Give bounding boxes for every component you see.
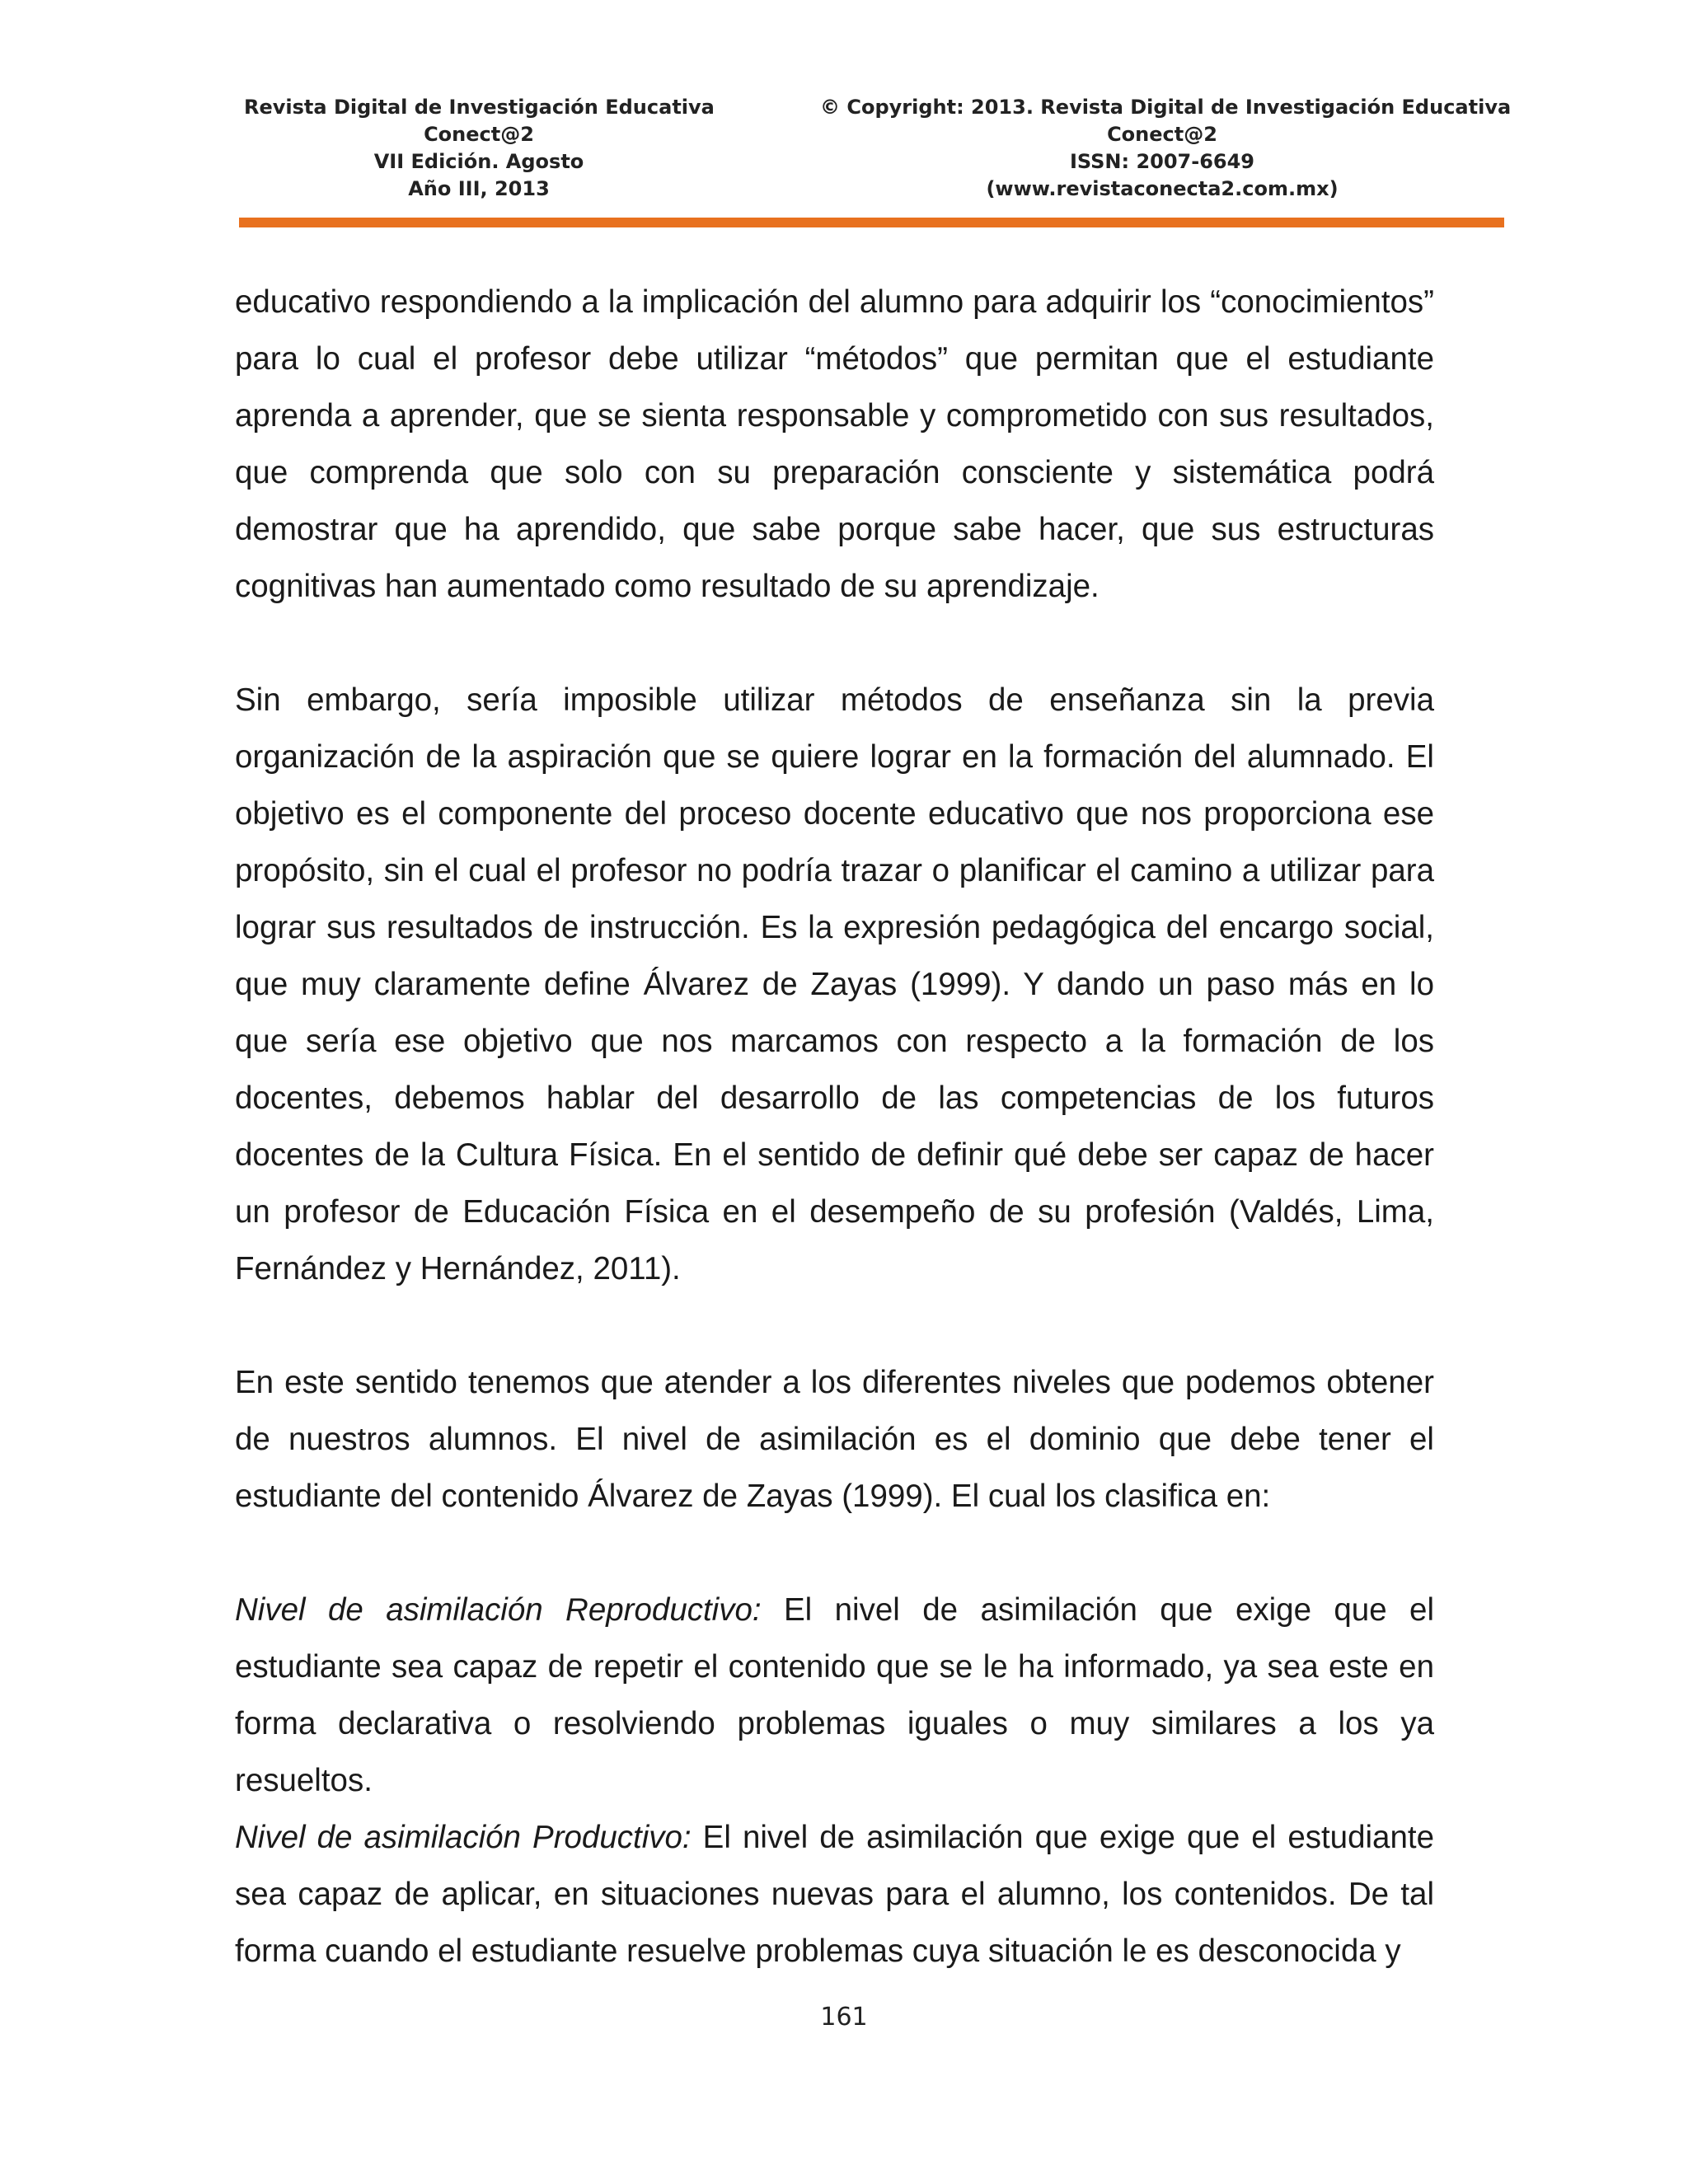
page-number: 161	[820, 2003, 868, 2032]
reproductive-level-definition: El nivel de asimilación que exige que el estudiante sea capaz de repetir el contenido que se le ha informado, ya sea este en forma declarativa o resolviendo problemas iguales o muy similares a los ya resueltos.	[235, 1592, 1434, 1798]
header-divider	[239, 218, 1504, 227]
journal-header-left	[244, 94, 714, 203]
paragraph-3: En este sentido tenemos que atender a los diferentes niveles que podemos obtener de nuestros alumnos. El nivel de asimilación es el dominio que debe tener el estudiante del contenido Álvarez de Zayas (1999). El cual los clasifica en:	[235, 1365, 1434, 1514]
productive-level-term: Nivel de asimilación Productivo:	[235, 1820, 692, 1855]
copyright-line: © Copyright: 2013. Revista Digital de Investigación Educativa	[820, 96, 1512, 119]
journal-header-right	[820, 94, 1512, 203]
year-line: Año III, 2013	[408, 177, 550, 200]
edition-line: VII Edición. Agosto	[373, 150, 584, 173]
website-line: (www.revistaconecta2.com.mx)	[986, 177, 1339, 200]
productive-level-definition: El nivel de asimilación que exige que el estudiante sea capaz de aplicar, en situaciones nuevas para el alumno, los contenidos. De tal forma cuando el estudiante resuelve problemas cuya situación le es desconocida y	[235, 1820, 1434, 1969]
journal-name-line: Conect@2	[1107, 123, 1217, 146]
paragraph-reproductive-level	[235, 1582, 1434, 1809]
issn-line: ISSN: 2007-6649	[1069, 150, 1254, 173]
paragraph-productive-level	[235, 1809, 1434, 1980]
article-body	[235, 274, 1434, 1980]
journal-name-line: Conect@2	[424, 123, 534, 146]
reproductive-level-term: Nivel de asimilación Reproductivo:	[235, 1592, 762, 1628]
paragraph-1: educativo respondiendo a la implicación del alumno para adquirir los “conocimientos” para lo cual el profesor debe utilizar “métodos” que permitan que el estudiante aprenda a aprender, que se sienta responsable y comprometido con sus resultados, que comprenda que solo con su preparación consciente y sistemática podrá demostrar que ha aprendido, que sabe porque sabe hacer, que sus estructuras cognitivas han aumentado como resultado de su aprendizaje.	[235, 284, 1434, 604]
paragraph-2: Sin embargo, sería imposible utilizar métodos de enseñanza sin la previa organización de la aspiración que se quiere lograr en la formación del alumnado. El objetivo es el componente del proceso docente educativo que nos proporciona ese propósito, sin el cual el profesor no podría trazar o planificar el camino a utilizar para lograr sus resultados de instrucción. Es la expresión pedagógica del encargo social, que muy claramente define Álvarez de Zayas (1999). Y dando un paso más en lo que sería ese objetivo que nos marcamos con respecto a la formación de los docentes, debemos hablar del desarrollo de las competencias de los futuros docentes de la Cultura Física. En el sentido de definir qué debe ser capaz de hacer un profesor de Educación Física en el desempeño de su profesión (Valdés, Lima, Fernández y Hernández, 2011).	[235, 682, 1434, 1286]
journal-title-line: Revista Digital de Investigación Educativa	[244, 96, 715, 119]
